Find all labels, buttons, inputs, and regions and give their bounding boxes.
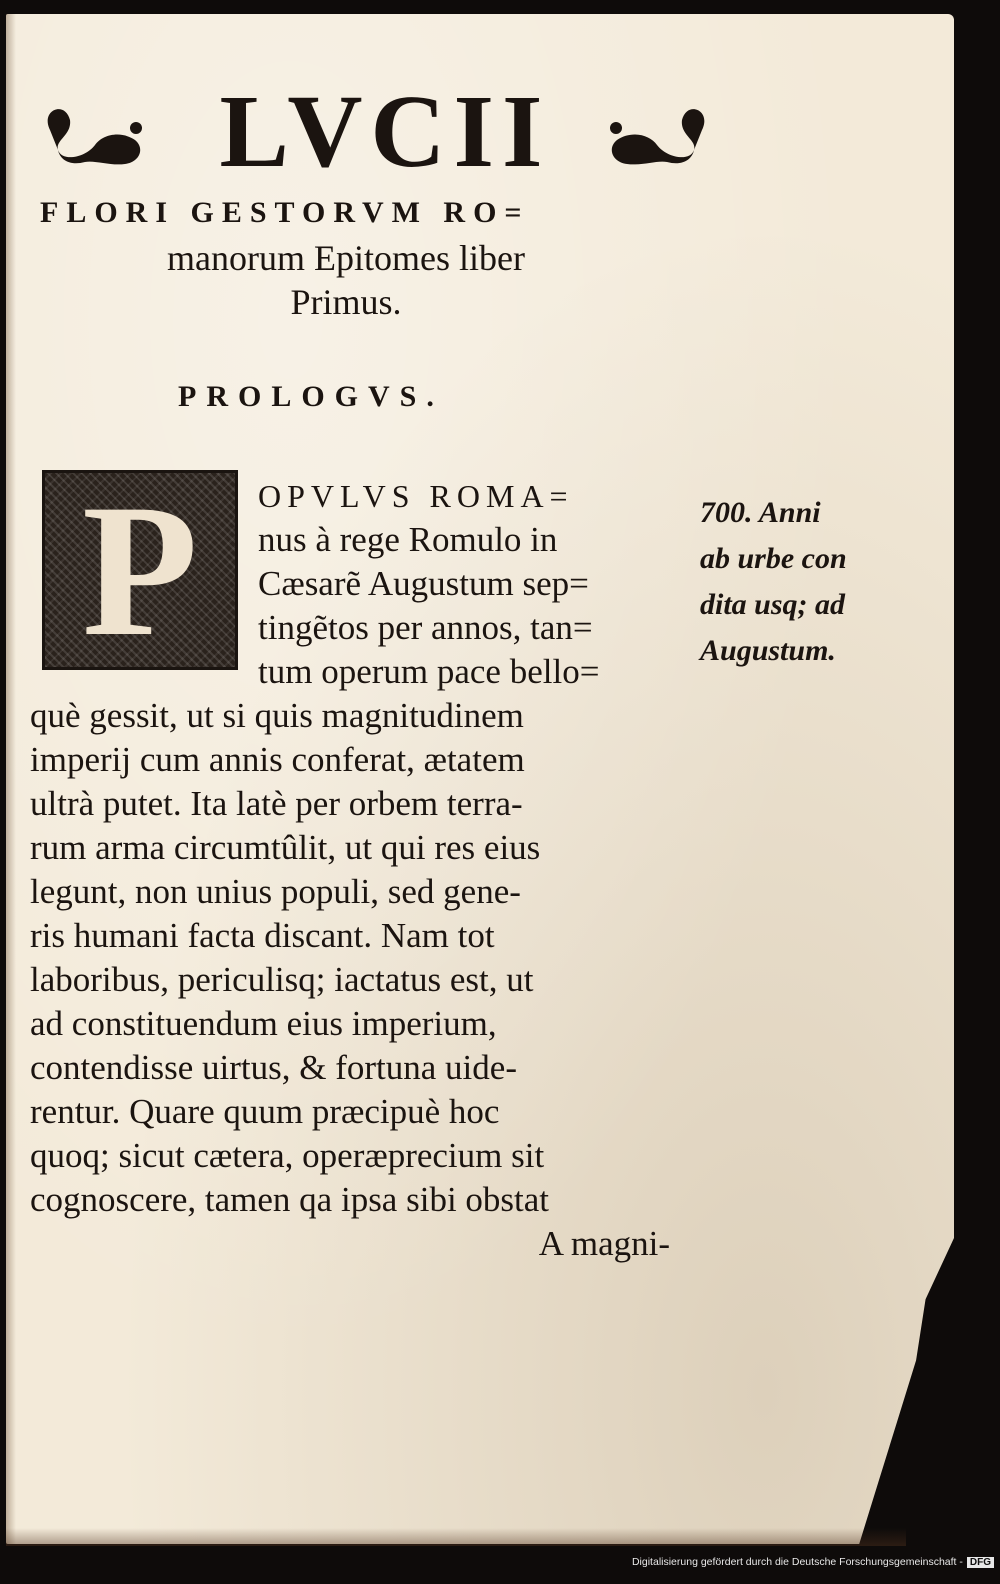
margin-note-line: Augustum. [700, 634, 836, 667]
body-line: rentur. Quare quum præcipuè hoc [30, 1092, 500, 1131]
body-line: tingẽtos per annos, tan= [258, 608, 593, 647]
title-continuation [40, 236, 652, 324]
margin-note-line: 700. Anni [700, 496, 821, 529]
catchword: A magni- [538, 1224, 670, 1263]
title-main: LVCII [219, 74, 551, 189]
body-indented-block [30, 466, 690, 694]
section-heading: PROLOGVS. [178, 380, 444, 413]
digitization-footer [600, 1556, 994, 1576]
initial-letter: P [81, 466, 199, 676]
body-line: ad constituendum eius imperium, [30, 1004, 497, 1043]
margin-note-line: ab urbe con [700, 542, 847, 575]
body-line: laboribus, periculisq; iactatus est, ut [30, 960, 534, 999]
body-line: nus à rege Romulo in [258, 520, 558, 559]
body-line: OPVLVS ROMA= [258, 478, 574, 514]
footer-text: Digitalisierung gefördert durch die Deutsche Forschungsgemeinschaft - [631, 1556, 963, 1568]
left-ornament-icon [40, 100, 150, 170]
body-line: tum operum pace bello= [258, 652, 600, 691]
body-line: rum arma circumtûlit, ut qui res eius [30, 828, 541, 867]
body-line: imperij cum annis conferat, ætatem [30, 740, 525, 779]
title-line-2: manorum Epitomes liber [167, 238, 525, 278]
title-line-3: Primus. [290, 282, 402, 322]
body-line: legunt, non unius populi, sed gene- [30, 872, 521, 911]
body-line: cognoscere, tamen qa ipsa sibi obstat [30, 1180, 550, 1219]
body-main-block [30, 694, 690, 1266]
margin-note [700, 490, 870, 674]
body-line: contendisse uirtus, & fortuna uide- [30, 1048, 517, 1087]
right-ornament-icon [602, 100, 712, 170]
title-line-1: FLORI GESTORVM RO= [40, 196, 530, 229]
page-bottom-edge [6, 1528, 906, 1546]
body-line: ultrà putet. Ita latè per orbem terra- [30, 784, 523, 823]
page-gutter-shadow [6, 14, 16, 1544]
body-line: què gessit, ut si quis magnitudinem [30, 696, 524, 735]
body-line: ris humani facta discant. Nam tot [30, 916, 495, 955]
title-block [40, 74, 720, 190]
dfg-logo: DFG [967, 1557, 994, 1568]
margin-note-line: dita usq; ad [700, 588, 846, 621]
body-line: quoq; sicut cætera, operæprecium sit [30, 1136, 545, 1175]
body-line: Cæsarẽ Augustum sep= [258, 564, 589, 603]
